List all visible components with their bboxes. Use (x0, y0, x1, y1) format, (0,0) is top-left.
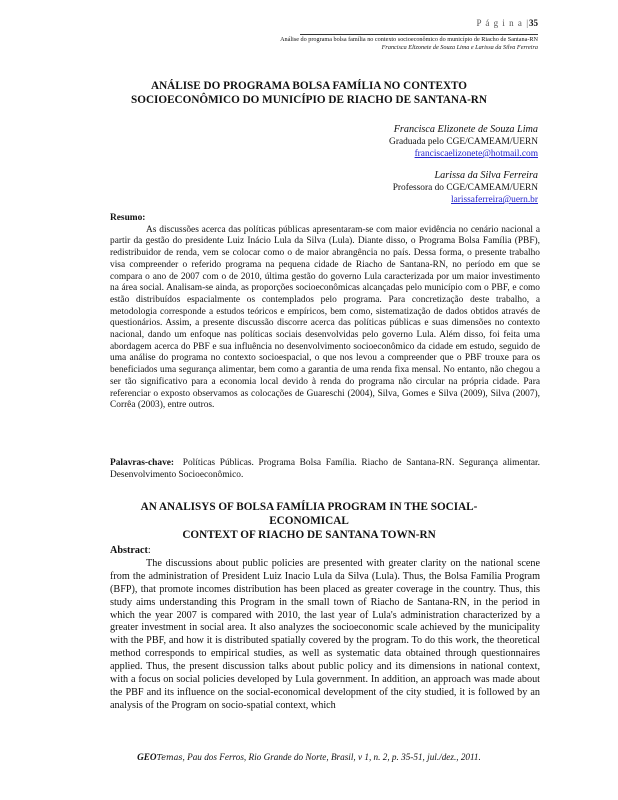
title-portuguese (110, 79, 508, 107)
author-name: Francisca Elizonete de Souza Lima (393, 124, 538, 135)
title-english (110, 500, 508, 542)
author-affiliation: Graduada pelo CGE/CAMEAM/UERN (389, 137, 538, 147)
author-block-1 (389, 124, 538, 160)
title-pt-line-1: ANÁLISE DO PROGRAMA BOLSA FAMÍLIA NO CONTEXTO (151, 80, 467, 92)
abstract-heading: Abstract (110, 545, 148, 556)
keywords-heading: Palavras-chave: (110, 458, 175, 468)
abstract-heading-line (110, 545, 540, 558)
abstract-text: The discussions about public policies are presented with greater clarity on the national scene from the administration of President Luiz Inacio Lula da Silva (Lula). Thus, the Bolsa Família Program (BFP), that promote incomes distribution has been placed as greater coverage in the country. Thus, this study aims understanding this Program in the small town of Riacho de Santana-RN, in the period in which the year 2007 is compared with 2010, the last year of Lula's administration characterized by a greater investment in social area. It also analyzes the socioeconomic scale achieved by the municipality with the PBF, and how it is distributed spatially covered by the program. To do this work, the theoretical method corresponds to empirical studies, as well as systematic data obtained through questionnaires applied. Thus, the present discussion talks about public policy and its dimensions in national context, with a focus on social policies developed by Lula government. In addition, an approach was made about the PBF and its influence on the social-economical development of the city studied, it is followed by an analysis of the Program on socio-spatial context, which (110, 557, 540, 711)
running-title: Análise do programa bolsa família no contexto socioeconômico do município de Riacho de Santana-RN (280, 36, 538, 43)
resumo-text: As discussões acerca das políticas públicas apresentaram-se com maior evidência no cenário nacional a partir da gestão do presidente Luiz Inácio Lula da Silva (Lula). Diante disso, o Programa Bolsa Família (PBF), redistribuidor de renda, vem se colocar como o de maior abrangência no país. Dessa forma, o presente trabalho visa compreender o referido programa na pequena cidade de Riacho de Santana-RN, no período em que se compara o ano de 2007 com o de 2010, última gestão do governo Lula caracterizada por um maior investimento na área social. Analisam-se ainda, as proporções socioeconômicas alcançadas pelo município com o PBF, e como estão distribuídos espacialmente os contemplados pelo programa. Para concretização deste trabalho, a metodologia corresponde a estudos teóricos e empíricos, bem como, sistematização de dados obtidos através de questionários. Assim, a presente discussão discorre acerca das políticas públicas e suas dimensões no contexto nacional, dando um enfoque nas políticas sociais desenvolvidas pelo governo Lula. Além disso, foi feita uma abordagem acerca do PBF e sua influência no desenvolvimento socioeconômico da cidade em estudo, seguido de uma análise do programa no contexto socioespacial, o que nos levou a compreender que o PBF trouxe para os beneficiados uma segurança alimentar, bem como a garantia de uma renda fixa mensal. No entanto, não chegou a ser tão significativo para a economia local devido à renda do programa não circular na própria cidade. Para referenciar o exposto observamos as colocações de Guareschi (2004), Silva, Gomes e Silva (2009), Silva (2007), Corrêa (2003), entre outros. (110, 224, 540, 411)
abstract-section (110, 545, 540, 713)
author-affiliation: Professora do CGE/CAMEAM/UERN (392, 183, 538, 193)
journal-footer (0, 752, 618, 762)
page-number-header (477, 18, 538, 28)
title-en-line-2: CONTEXT OF RIACHO DE SANTANA TOWN-RN (182, 529, 436, 541)
page-number: 35 (529, 18, 538, 28)
resumo-heading: Resumo: (110, 213, 146, 223)
header-rule (300, 34, 538, 35)
journal-name-temas: Temas (156, 753, 183, 762)
title-en-line-1: AN ANALISYS OF BOLSA FAMÍLIA PROGRAM IN THE SOCIAL-ECONOMICAL (140, 501, 478, 527)
author-email-link[interactable]: larissaferreira@uern.br (451, 195, 538, 205)
page-label: P á g i n a (476, 18, 523, 28)
abstract-colon: : (147, 545, 151, 556)
resumo-section (110, 213, 540, 412)
journal-name-geo: GEO (137, 752, 157, 762)
keywords-section (110, 458, 540, 481)
keywords-text: Políticas Públicas. Programa Bolsa Família. Riacho de Santana-RN. Segurança alimentar. Desenvolvimento Socioeconômico. (110, 458, 541, 480)
author-block-2 (393, 170, 538, 206)
footer-citation: , Pau dos Ferros, Rio Grande do Norte, Brasil, v 1, n. 2, p. 35-51, jul./dez., 2011. (182, 752, 481, 762)
author-name: Larissa da Silva Ferreira (434, 170, 538, 181)
author-email-link[interactable]: franciscaelizonete@hotmail.com (414, 149, 538, 159)
title-pt-line-2: SOCIOECONÔMICO DO MUNICÍPIO DE RIACHO DE SANTANA-RN (131, 94, 487, 106)
page-separator: | (526, 18, 529, 28)
running-authors: Francisca Elizonete de Souza Lima e Larissa da Silva Ferreira (381, 44, 538, 51)
